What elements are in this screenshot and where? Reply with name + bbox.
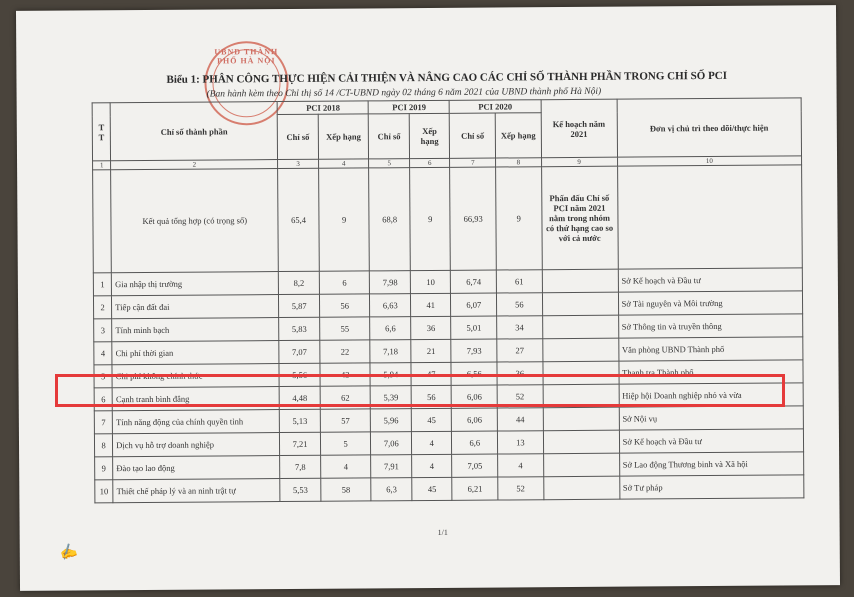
row-unit: Sở Nội vụ <box>619 406 804 430</box>
document-title: Biểu 1: PHÂN CÔNG THỰC HIỆN CẢI THIỆN VÀ NÂNG CAO CÁC CHỈ SỐ THÀNH PHẦN TRONG CHỈ SỐ PCI <box>166 69 728 86</box>
header-score-2018: Chỉ số <box>278 114 319 159</box>
row-score-2018: 5,53 <box>280 478 321 501</box>
row-rank-2019: 4 <box>412 454 453 477</box>
row-score-2019: 7,18 <box>370 340 411 363</box>
row-unit: Sở Kế hoạch và Đầu tư <box>618 268 803 292</box>
row-rank-2018: 22 <box>320 340 371 363</box>
summary-label: Kết quả tổng hợp (có trọng số) <box>111 169 279 273</box>
row-score-2019: 6,6 <box>370 317 411 340</box>
row-score-2020: 6,6 <box>452 431 498 454</box>
row-indicator: Chi phí thời gian <box>112 341 279 365</box>
header-plan: Kế hoạch năm 2021 <box>541 99 617 158</box>
row-indicator: Đào tạo lao động <box>113 456 280 480</box>
row-rank-2018: 5 <box>320 432 371 455</box>
row-rank-2020: 34 <box>497 316 543 339</box>
row-unit: Hiệp hội Doanh nghiệp nhỏ và vừa <box>619 383 804 407</box>
row-plan <box>542 315 618 339</box>
row-score-2018: 5,83 <box>279 317 320 340</box>
index-cell: 9 <box>541 157 617 167</box>
row-tt: 7 <box>94 411 112 434</box>
summary-unit <box>617 165 802 269</box>
row-rank-2019: 47 <box>411 362 452 385</box>
row-tt: 3 <box>94 319 112 342</box>
row-tt: 6 <box>94 388 112 411</box>
row-rank-2020: 44 <box>497 408 543 431</box>
row-score-2018: 7,21 <box>280 432 321 455</box>
row-score-2020: 6,07 <box>451 293 497 316</box>
row-rank-2020: 52 <box>498 477 544 500</box>
row-indicator: Thiết chế pháp lý và an ninh trật tự <box>113 479 280 503</box>
row-rank-2018: 56 <box>319 294 370 317</box>
row-rank-2018: 57 <box>320 409 371 432</box>
index-cell: 2 <box>111 160 278 170</box>
row-score-2019: 6,63 <box>370 294 411 317</box>
row-tt: 5 <box>94 365 112 388</box>
row-rank-2019: 10 <box>410 270 451 293</box>
row-tt: 2 <box>93 296 111 319</box>
row-score-2019: 5,94 <box>370 363 411 386</box>
row-rank-2018: 58 <box>321 478 372 501</box>
row-score-2018: 7,07 <box>279 340 320 363</box>
row-indicator: Cạnh tranh bình đẳng <box>112 387 279 411</box>
row-indicator: Chi phí không chính thức <box>112 364 279 388</box>
row-rank-2018: 62 <box>320 386 371 409</box>
index-cell: 8 <box>496 158 542 167</box>
summary-score-2020: 66,93 <box>450 167 496 270</box>
row-score-2018: 5,56 <box>279 363 320 386</box>
signature-mark: ✍ <box>57 542 80 564</box>
row-rank-2020: 52 <box>497 385 543 408</box>
row-unit: Sở Tư pháp <box>619 475 804 499</box>
pci-table <box>92 97 805 503</box>
row-score-2020: 6,06 <box>452 385 498 408</box>
document-subtitle: (Ban hành kèm theo Chỉ thị số 14 /CT-UBND ngày 02 tháng 6 năm 2021 của UBND thành phố Hà Nội) <box>206 86 602 100</box>
row-tt: 9 <box>95 457 113 480</box>
highlight-box-row-6 <box>55 374 785 407</box>
row-score-2020: 6,21 <box>452 477 498 500</box>
row-rank-2018: 55 <box>319 317 370 340</box>
header-unit: Đơn vị chủ trì theo dõi/thực hiện <box>617 98 802 157</box>
index-cell: 7 <box>450 158 496 167</box>
row-score-2018: 5,13 <box>280 409 321 432</box>
row-tt: 8 <box>94 434 112 457</box>
row-rank-2020: 4 <box>498 454 544 477</box>
row-rank-2020: 56 <box>497 293 543 316</box>
page-number: 1/1 <box>437 527 448 537</box>
row-score-2020: 6,74 <box>451 270 497 293</box>
header-score-2020: Chỉ số <box>450 113 496 158</box>
row-rank-2019: 45 <box>411 408 452 431</box>
header-pci2018: PCI 2018 <box>277 101 368 115</box>
summary-score-2019: 68,8 <box>369 168 410 271</box>
row-tt: 10 <box>95 480 113 503</box>
row-indicator: Tính năng động của chính quyền tỉnh <box>112 410 279 434</box>
row-unit: Sở Lao động Thương binh và Xã hội <box>619 452 804 476</box>
row-score-2020: 5,01 <box>451 316 497 339</box>
index-cell: 5 <box>369 159 410 168</box>
row-rank-2019: 41 <box>410 293 451 316</box>
row-score-2020: 6,56 <box>451 362 497 385</box>
row-score-2019: 7,06 <box>371 432 412 455</box>
header-indicator: Chỉ số thành phần <box>110 102 278 161</box>
header-rank-2018: Xếp hạng <box>318 114 369 159</box>
row-rank-2019: 56 <box>411 385 452 408</box>
row-unit: Sở Thông tin và truyền thông <box>618 314 803 338</box>
row-rank-2019: 36 <box>411 316 452 339</box>
header-pci2019: PCI 2019 <box>369 100 450 114</box>
row-plan <box>542 269 618 293</box>
row-rank-2019: 45 <box>412 477 453 500</box>
index-cell: 3 <box>278 159 319 168</box>
row-score-2020: 7,93 <box>451 339 497 362</box>
row-rank-2019: 21 <box>411 339 452 362</box>
row-rank-2018: 6 <box>319 271 370 294</box>
row-rank-2018: 43 <box>320 363 371 386</box>
summary-rank-2018: 9 <box>318 168 369 271</box>
index-cell: 1 <box>93 161 111 170</box>
index-cell: 4 <box>318 159 369 168</box>
row-score-2019: 7,91 <box>371 455 412 478</box>
summary-score-2018: 65,4 <box>278 168 319 271</box>
stamp-text: UBND THÀNH PHỐ HÀ NỘI <box>214 47 279 66</box>
row-score-2020: 7,05 <box>452 454 498 477</box>
row-indicator: Tính minh bạch <box>112 318 279 342</box>
row-unit: Văn phòng UBND Thành phố <box>618 337 803 361</box>
row-plan <box>542 292 618 316</box>
row-plan <box>543 476 619 500</box>
document-page <box>16 5 840 591</box>
row-rank-2020: 13 <box>497 431 543 454</box>
row-plan <box>543 407 619 431</box>
row-rank-2020: 27 <box>497 339 543 362</box>
row-unit: Thanh tra Thành phố <box>619 360 804 384</box>
header-rank-2019: Xếp hạng <box>409 113 450 158</box>
summary-row <box>93 165 803 273</box>
table-row <box>95 475 804 503</box>
row-score-2020: 6,06 <box>452 408 498 431</box>
summary-plan: Phấn đấu Chỉ số PCI năm 2021 nằm trong nhóm có thứ hạng cao so với cả nước <box>541 166 618 270</box>
row-rank-2018: 4 <box>320 455 371 478</box>
row-indicator: Gia nhập thị trường <box>112 272 279 296</box>
row-indicator: Tiếp cận đất đai <box>112 295 279 319</box>
row-score-2019: 5,96 <box>371 409 412 432</box>
row-score-2018: 7,8 <box>280 455 321 478</box>
summary-rank-2019: 9 <box>410 167 451 270</box>
header-rank-2020: Xếp hạng <box>495 113 541 158</box>
index-cell: 10 <box>617 156 801 166</box>
row-unit: Sở Kế hoạch và Đầu tư <box>619 429 804 453</box>
row-indicator: Dịch vụ hỗ trợ doanh nghiệp <box>113 433 280 457</box>
index-cell: 6 <box>409 158 450 167</box>
row-tt: 4 <box>94 342 112 365</box>
row-score-2019: 5,39 <box>371 386 412 409</box>
row-rank-2020: 61 <box>496 270 542 293</box>
row-tt: 1 <box>93 273 111 296</box>
row-plan <box>543 430 619 454</box>
row-rank-2020: 36 <box>497 362 543 385</box>
row-plan <box>542 338 618 362</box>
header-tt: T T <box>92 103 111 161</box>
summary-rank-2020: 9 <box>496 167 542 270</box>
row-plan <box>543 453 619 477</box>
row-score-2019: 6,3 <box>371 478 412 501</box>
header-pci2020: PCI 2020 <box>450 100 541 114</box>
row-score-2018: 4,48 <box>279 386 320 409</box>
header-score-2019: Chỉ số <box>369 114 410 159</box>
row-unit: Sở Tài nguyên và Môi trường <box>618 291 803 315</box>
row-score-2018: 5,87 <box>279 294 320 317</box>
summary-tt <box>93 170 112 273</box>
row-rank-2019: 4 <box>411 431 452 454</box>
row-score-2019: 7,98 <box>370 271 411 294</box>
row-score-2018: 8,2 <box>279 271 320 294</box>
